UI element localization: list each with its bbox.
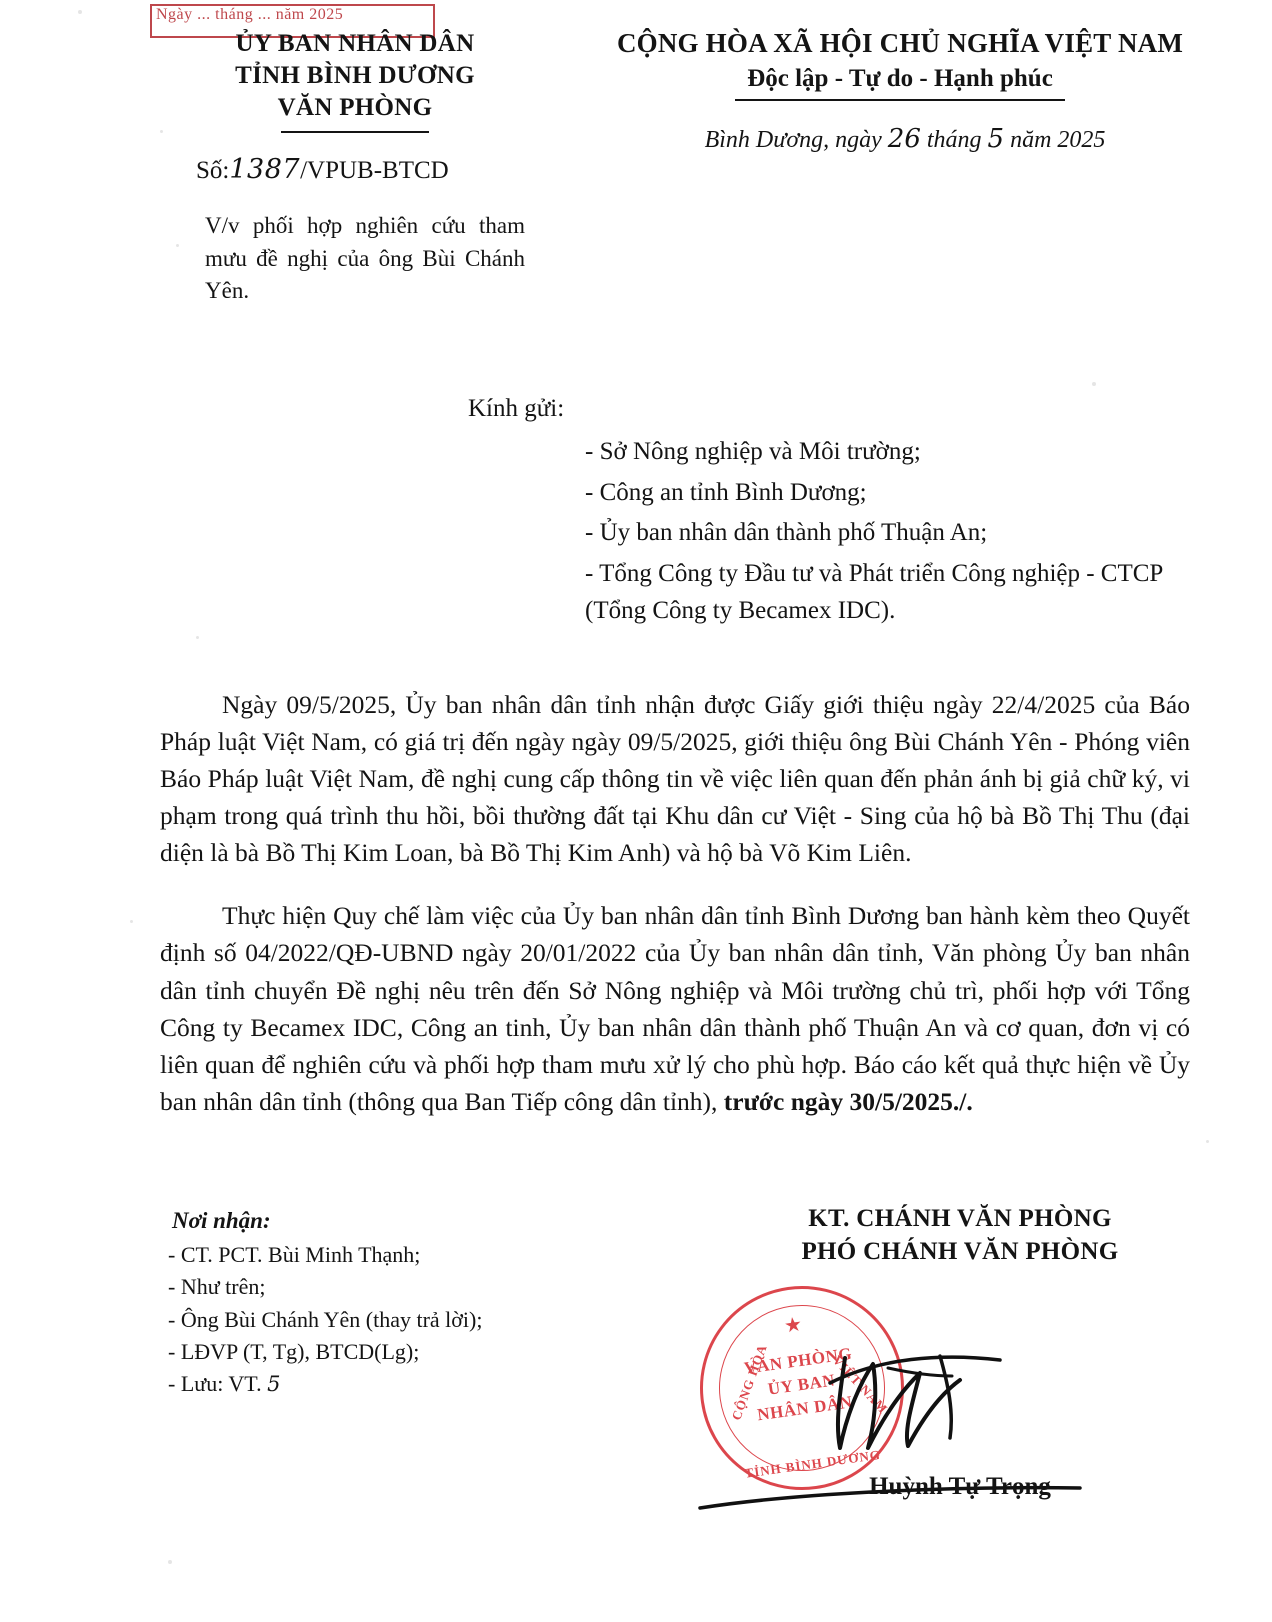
body-paragraph-2-text: Thực hiện Quy chế làm việc của Ủy ban nhân dân tỉnh Bình Dương ban hành kèm theo Quyết định số 04/2022/QĐ-UBND ngày 20/01/2022 của Ủy ban nhân dân tỉnh, Văn phòng Ủy ban nhân dân tỉnh chuyển Đề nghị nêu trên đến Sở Nông nghiệp và Môi trường chủ trì, phối hợp với Tổng Công ty Becamex IDC, Công an tinh, Ủy ban nhân dân thành phố Thuận An và cơ quan, đơn vị có liên quan để nghiên cứu và phối hợp tham mưu xử lý cho phù hợp. Báo cáo kết quả thực hiện về Ủy ban nhân dân tỉnh (thông qua Ban Tiếp công dân tỉnh), [160,901,1190,1117]
scan-speckle [196,636,199,639]
body-paragraph-1: Ngày 09/5/2025, Ủy ban nhân dân tỉnh nhận được Giấy giới thiệu ngày 22/4/2025 của Báo Pháp luật Việt Nam, có giá trị đến ngày ngày 09/5/2025, giới thiệu ông Bùi Chánh Yên - Phóng viên Báo Pháp luật Việt Nam, đề nghị cung cấp thông tin về việc liên quan đến phản ánh bị giả chữ ký, vi phạm trong quá trình thu hồi, bồi thường đất tại Khu dân cư Việt - Sing của hộ bà Bồ Thị Thu (đại diện là bà Bồ Thị Kim Loan, bà Bồ Thị Kim Anh) và hộ bà Võ Kim Liên. [160,689,1190,868]
signer-name: Huỳnh Tự Trọng [869,1473,1051,1500]
org-line-1: ỦY BAN NHÂN DÂN [235,30,475,57]
document-number-suffix: /VPUB-BTCD [300,157,449,184]
body-paragraph-2 [160,897,1190,1120]
document-number-prefix: Số: [196,157,230,184]
handwritten-signature [640,1298,1200,1558]
copy-item: - LĐVP (T, Tg), BTCD(Lg); [168,1338,420,1364]
national-motto: Độc lập - Tự do - Hạnh phúc [747,65,1053,92]
document-header [0,6,1272,318]
dateline-month: 5 [987,124,1005,154]
document-body [160,660,1190,1120]
signature-title-line-1: KT. CHÁNH VĂN PHÒNG [808,1205,1112,1232]
scan-speckle [1092,382,1096,386]
recipient-item: - Sở Nông nghiệp và Môi trường; [585,438,921,465]
seal-line-1: VĂN PHÒNG [742,1343,854,1378]
seal-line-2: ỦY BAN [766,1370,837,1399]
recipients-list [585,433,1205,633]
issuing-organization [190,28,520,133]
scan-speckle [168,1560,172,1564]
copy-item: - CT. PCT. Bùi Minh Thạnh; [168,1242,421,1267]
org-line-2: TỈNH BÌNH DƯƠNG [235,62,475,89]
national-divider [735,99,1065,101]
copy-item-archive-text: - Lưu: VT. [168,1371,262,1397]
scan-speckle [1206,1140,1209,1143]
seal-arc-bottom: TỈNH BÌNH DƯƠNG [743,1446,882,1481]
org-line-3: VĂN PHÒNG [277,94,433,121]
national-heading [570,28,1230,101]
scan-speckle [78,10,82,14]
dateline [600,124,1210,154]
dateline-day: 26 [887,124,921,154]
scan-speckle [160,130,163,133]
recipient-item: - Tổng Công ty Đầu tư và Phát triển Công nghiệp - CTCP (Tổng Công ty Becamex IDC). [585,559,1163,624]
signature-title-line-2: PHÓ CHÁNH VĂN PHÒNG [801,1238,1119,1265]
seal-star-icon: ★ [782,1313,804,1338]
recipient-item: - Công an tỉnh Bình Dương; [585,478,867,506]
copy-item-archive [168,1368,598,1400]
seal-arc-right: VIỆT NAM [829,1352,892,1417]
seal-line-3: NHÂN DÂN [756,1392,854,1425]
copy-item: - Như trên; [168,1274,266,1300]
date-received-stamp: Ngày ... tháng ... năm 2025 [150,4,435,38]
seal-arc-left: CỘNG HÒA [728,1341,770,1423]
recipient-item: - Ủy ban nhân dân thành phố Thuận An; [585,519,988,546]
recipients-copy-list [168,1239,598,1401]
recipients-copy-title: Nơi nhận: [172,1208,271,1233]
scan-speckle [176,244,179,247]
document-number-handwritten: 1387 [229,154,301,185]
body-deadline-emphasis: trước ngày 30/5/2025./. [723,1087,973,1117]
copy-item: - Ông Bùi Chánh Yên (thay trả lời); [168,1306,483,1332]
dateline-year: năm 2025 [1010,127,1106,153]
document-number [196,154,449,185]
document-subject: V/v phối hợp nghiên cứu tham mưu đề nghị của ông Bùi Chánh Yên. [205,213,525,304]
dateline-month-label: tháng [926,127,982,153]
country-name: CỘNG HÒA XÃ HỘI CHỦ NGHĨA VIỆT NAM [616,28,1184,58]
document-footer [0,1205,1272,1608]
archive-count-handwritten: 5 [267,1372,281,1397]
signature-title-block [700,1202,1220,1268]
scan-speckle [130,920,133,923]
org-divider [281,131,429,133]
dateline-prefix: Bình Dương, ngày [704,127,882,153]
recipients-label: Kính gửi: [468,395,565,422]
